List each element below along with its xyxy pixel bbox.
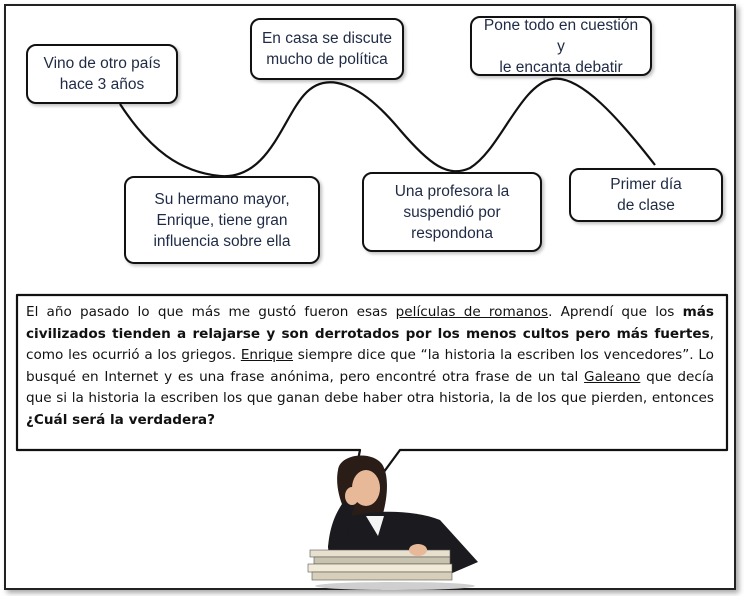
text-segment: El año pasado lo que más me gustó fueron esas — [26, 304, 396, 320]
event-text: Vino de otro país hace 3 años — [43, 55, 161, 93]
wave-line — [120, 79, 655, 177]
event-box-older-brother — [124, 176, 320, 264]
student-with-books-illustration — [300, 450, 500, 590]
event-box-likes-debate — [470, 16, 652, 76]
text-segment: siempre dice que “la historia la escriben los vencedores”. Lo busqué en Internet y es una frase anónima, pero encontré otra frase de un tal — [26, 347, 714, 385]
event-box-came-from-abroad — [26, 44, 178, 104]
underlined-phrase: películas de romanos — [395, 304, 549, 320]
bold-phrase: más civilizados tienden a relajarse y son derrotados por los menos cultos pero más fuertes — [26, 304, 714, 342]
underlined-phrase: Galeano — [584, 368, 641, 385]
text-segment: , como les ocurrió a los griegos. — [26, 325, 714, 363]
event-text: Su hermano mayor, Enrique, tiene gran influencia sobre ella — [153, 190, 291, 250]
event-box-teacher-failed — [362, 172, 542, 252]
event-box-first-day — [569, 168, 723, 222]
text-segment: . Aprendí que los — [548, 304, 683, 320]
event-text: Una profesora la suspendió por respondona — [394, 182, 510, 242]
event-text: Primer día de clase — [610, 176, 682, 214]
speech-bubble-text — [26, 302, 714, 431]
event-box-politics-at-home — [250, 18, 404, 80]
event-text: Pone todo en cuestión y le encanta debatir — [483, 16, 639, 76]
event-text: En casa se discute mucho de política — [261, 30, 393, 68]
text-segment: que decía que si la historia la escriben los que ganan debe haber otra historia, la de los que pierden, entonces — [26, 368, 714, 406]
underlined-phrase: Enrique — [240, 347, 294, 363]
bold-question: ¿Cuál será la verdadera? — [26, 411, 215, 428]
